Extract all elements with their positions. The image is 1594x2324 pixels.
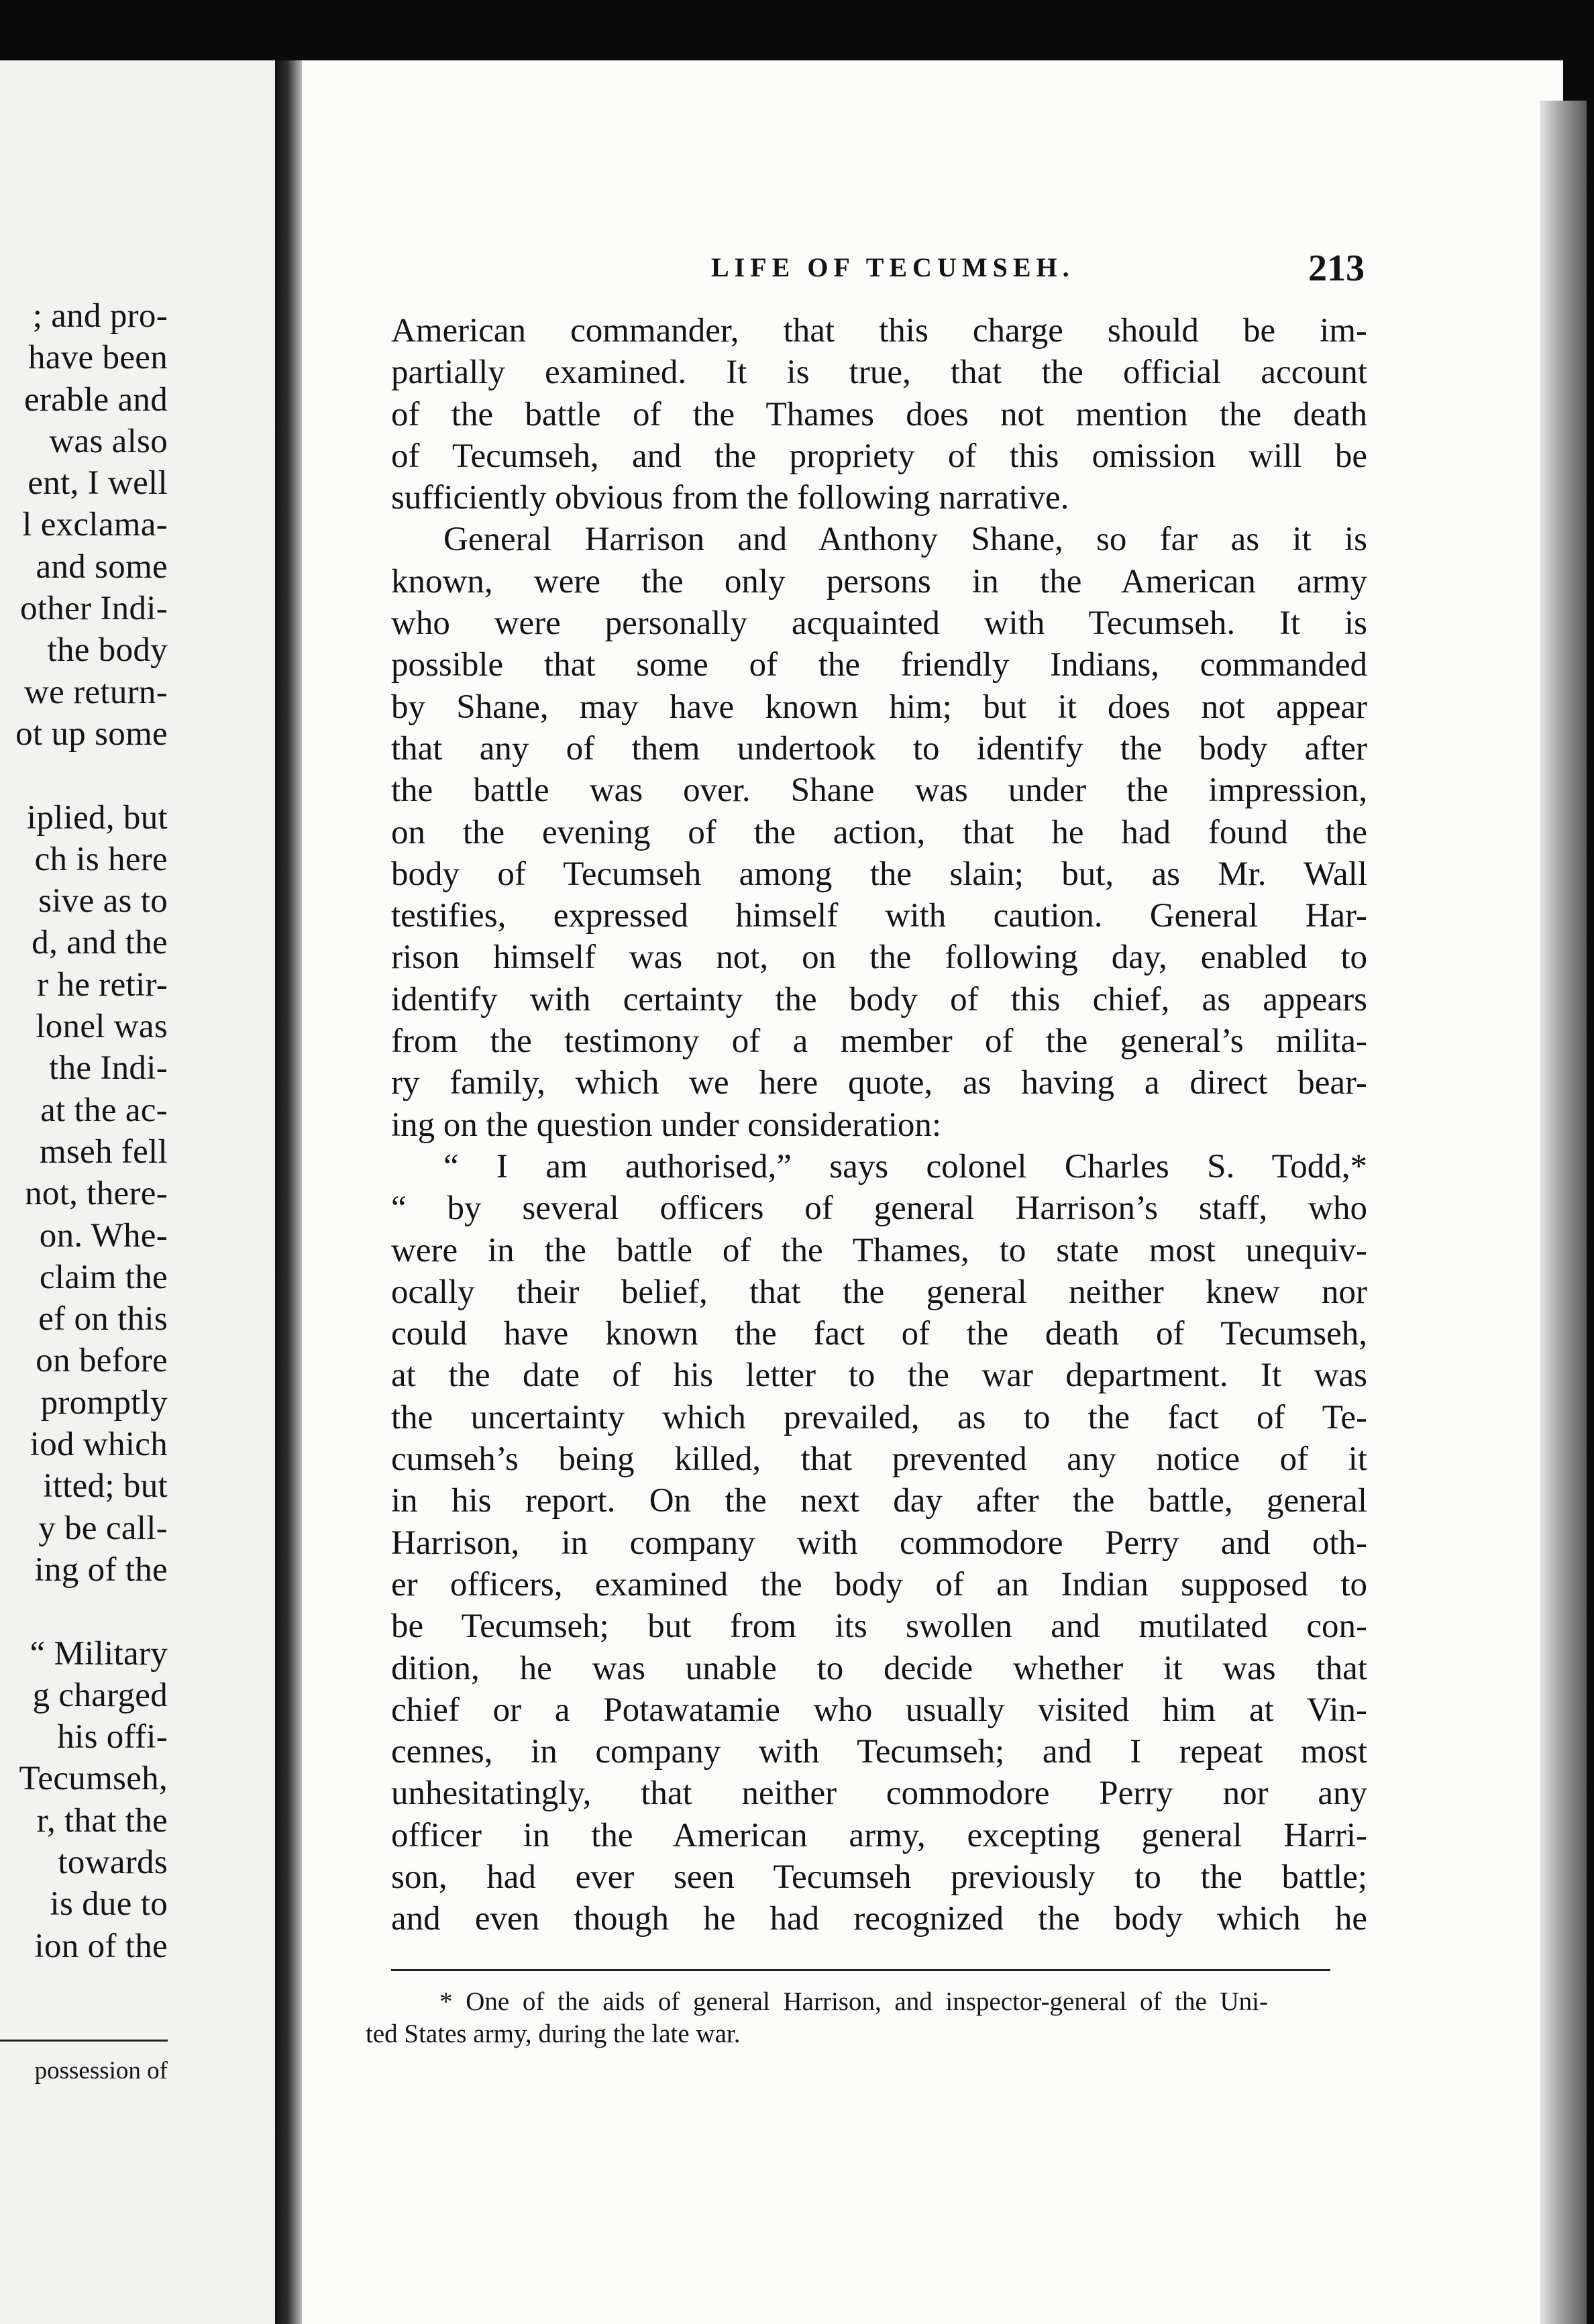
page-edge-shadow <box>1540 101 1587 2324</box>
left-page-line: ot up some <box>15 715 168 753</box>
left-page-line: ch is here <box>34 840 168 878</box>
body-line: General Harrison and Anthony Shane, so far as it is <box>443 521 1367 559</box>
left-page-line: the Indi- <box>49 1049 168 1088</box>
body-line: the uncertainty which prevailed, as to the fact of Te- <box>391 1398 1367 1436</box>
left-page-line: r he retir- <box>37 965 168 1004</box>
body-line: unhesitatingly, that neither commodore Perry nor any <box>391 1775 1367 1813</box>
left-page-line: the body <box>47 631 168 670</box>
book-gutter <box>275 60 302 2324</box>
left-page-line: we return- <box>24 673 168 711</box>
left-page-line: iod which <box>30 1426 168 1464</box>
page-number: 213 <box>1308 248 1365 289</box>
body-line: ing on the question under consideration: <box>391 1106 942 1144</box>
left-page-line: lonel was <box>36 1008 168 1046</box>
left-page-line: claim the <box>39 1258 168 1296</box>
left-page-line: mseh fell <box>39 1132 168 1171</box>
left-page-line: at the ac- <box>40 1091 168 1129</box>
body-line: on the evening of the action, that he had found the <box>391 813 1367 851</box>
body-line: body of Tecumseh among the slain; but, as Mr. Wall <box>391 855 1367 893</box>
body-line: “ I am authorised,” says colonel Charles S. Todd,* <box>443 1147 1367 1185</box>
left-page-line: g charged <box>32 1676 168 1714</box>
body-line: in his report. On the next day after the battle, general <box>391 1482 1367 1520</box>
left-page-line: l exclama- <box>22 506 168 544</box>
body-line: that any of them undertook to identify the body after <box>391 729 1367 768</box>
left-footnote-rule <box>0 2040 168 2042</box>
body-line: er officers, examined the body of an Indian supposed to <box>391 1565 1367 1603</box>
left-page-line: r, that the <box>36 1801 168 1840</box>
body-line: identify with certainty the body of this chief, as appears <box>391 980 1367 1018</box>
left-page-line: ion of the <box>34 1927 168 1965</box>
left-page-line: towards <box>58 1843 168 1881</box>
left-page-line: y be call- <box>38 1509 168 1547</box>
body-line: and even though he had recognized the body which he <box>391 1900 1367 1938</box>
body-line: possible that some of the friendly Indians, commanded <box>391 646 1367 684</box>
left-page-line: on before <box>36 1342 168 1380</box>
left-page-line: on. Whe- <box>39 1216 168 1255</box>
left-page-line: ent, I well <box>28 464 168 503</box>
body-line: officer in the American army, excepting general Harri- <box>391 1816 1367 1854</box>
body-line: by Shane, may have known him; but it does not appear <box>391 688 1367 726</box>
left-page-line: is due to <box>50 1885 168 1923</box>
left-page-line: other Indi- <box>20 590 168 628</box>
footnote-rule <box>391 1969 1330 1971</box>
left-page-line: itted; but <box>43 1467 168 1506</box>
left-page-line: ing of the <box>34 1550 168 1589</box>
footnote <box>366 1986 1268 2050</box>
body-line: who were personally acquainted with Tecumseh. It is <box>391 604 1367 643</box>
left-page <box>0 60 275 2324</box>
body-text <box>391 310 1367 1940</box>
footnote-line: ted States army, during the late war. <box>366 2019 741 2048</box>
body-line: “ by several officers of general Harrison’s staff, who <box>391 1190 1367 1228</box>
body-line: testifies, expressed himself with caution. General Har- <box>391 897 1367 935</box>
left-footnote-fragment: possession of <box>34 2057 168 2084</box>
left-page-line: have been <box>28 339 168 377</box>
left-page-line: ; and pro- <box>32 297 168 335</box>
body-line: were in the battle of the Thames, to state most unequiv- <box>391 1231 1367 1269</box>
body-line: of Tecumseh, and the propriety of this omission will be <box>391 437 1367 475</box>
body-line: partially examined. It is true, that the official account <box>391 354 1367 392</box>
body-line: cumseh’s being killed, that prevented any notice of it <box>391 1440 1367 1479</box>
left-page-line: iplied, but <box>26 798 168 837</box>
footnote-line: * One of the aids of general Harrison, and inspector-general of the Uni- <box>439 1987 1268 2016</box>
body-line: ocally their belief, that the general neither knew nor <box>391 1273 1367 1311</box>
left-page-line: promptly <box>40 1383 168 1422</box>
left-page-line: his offi- <box>57 1718 168 1756</box>
left-page-line: was also <box>49 422 168 460</box>
left-page-line: erable and <box>24 380 168 419</box>
left-page-line: sive as to <box>38 882 168 920</box>
left-page-line <box>0 755 168 796</box>
body-line: known, were the only persons in the American army <box>391 562 1367 600</box>
body-line: sufficiently obvious from the following narrative. <box>391 479 1069 517</box>
body-line: dition, he was unable to decide whether it was that <box>391 1649 1367 1687</box>
body-line: at the date of his letter to the war department. It was <box>391 1357 1367 1395</box>
left-page-line: ef on this <box>38 1300 168 1338</box>
left-page-line: d, and the <box>32 924 168 962</box>
left-page-line: not, there- <box>25 1175 168 1213</box>
body-line: cennes, in company with Tecumseh; and I repeat most <box>391 1733 1367 1771</box>
body-line: rison himself was not, on the following day, enabled to <box>391 939 1367 977</box>
body-line: from the testimony of a member of the general’s milita- <box>391 1022 1367 1061</box>
running-head: LIFE OF TECUMSEH. <box>711 252 1075 282</box>
body-line: chief or a Potawatamie who usually visited him at Vin- <box>391 1691 1367 1729</box>
left-page-line: and some <box>36 547 168 586</box>
body-line: ry family, which we here quote, as having a direct bear- <box>391 1064 1367 1102</box>
body-line: son, had ever seen Tecumseh previously to the battle; <box>391 1858 1367 1896</box>
body-line: of the battle of the Thames does not mention the death <box>391 395 1367 433</box>
left-page-line <box>0 1591 168 1632</box>
left-page-text <box>0 295 168 1967</box>
body-line: the battle was over. Shane was under the impression, <box>391 772 1367 810</box>
body-line: be Tecumseh; but from its swollen and mutilated con- <box>391 1607 1367 1646</box>
body-line: American commander, that this charge should be im- <box>391 312 1367 350</box>
left-page-line: Tecumseh, <box>19 1760 168 1798</box>
body-line: could have known the fact of the death of Tecumseh, <box>391 1315 1367 1353</box>
body-line: Harrison, in company with commodore Perry and oth- <box>391 1524 1367 1562</box>
left-page-line: “ Military <box>30 1634 168 1673</box>
